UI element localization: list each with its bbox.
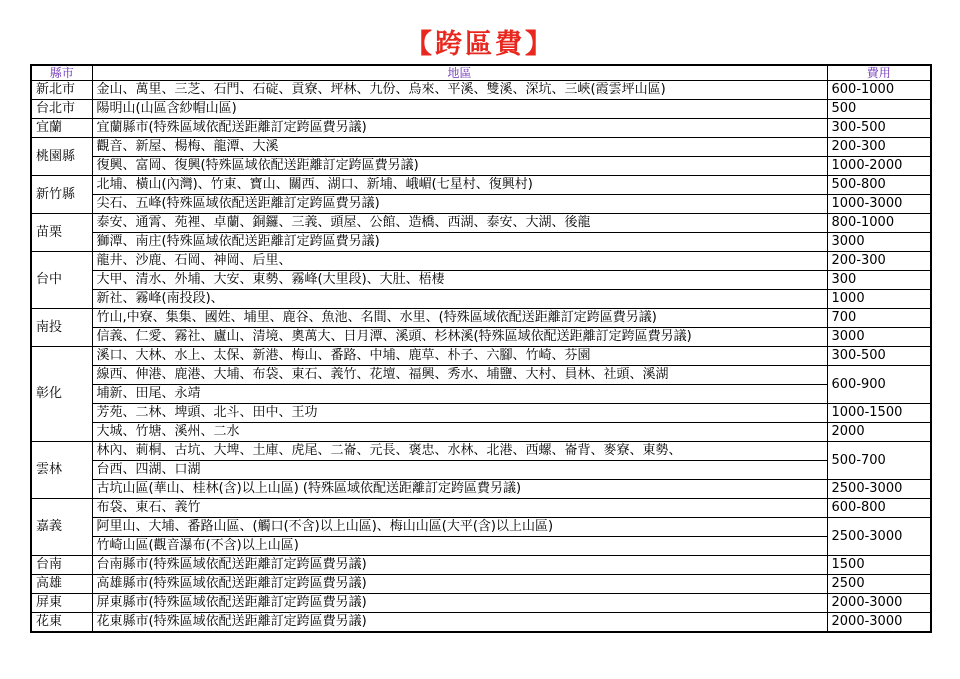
fee-cell: 200-300 [827, 138, 931, 157]
area-cell: 尖石、五峰(特殊區域依配送距離訂定跨區費另議) [92, 195, 827, 214]
table-row [31, 613, 931, 633]
table-row [31, 100, 931, 119]
table-row [31, 575, 931, 594]
area-cell: 芳苑、二林、埤頭、北斗、田中、王功 [92, 404, 827, 423]
county-cell: 台南 [31, 556, 92, 575]
county-cell: 雲林 [31, 442, 92, 499]
fee-cell: 3000 [827, 233, 931, 252]
area-cell: 布袋、東石、義竹 [92, 499, 827, 518]
fee-cell: 1000 [827, 290, 931, 309]
table-row [31, 404, 931, 423]
table-row [31, 195, 931, 214]
area-cell: 獅潭、南庄(特殊區域依配送距離訂定跨區費另議) [92, 233, 827, 252]
table-row [31, 518, 931, 537]
fee-cell: 300-500 [827, 119, 931, 138]
table-row [31, 556, 931, 575]
fee-cell: 800-1000 [827, 214, 931, 233]
county-cell: 台北市 [31, 100, 92, 119]
table-row [31, 309, 931, 328]
table-header-row [31, 65, 931, 81]
county-cell: 南投 [31, 309, 92, 347]
area-cell: 高雄縣市(特殊區域依配送距離訂定跨區費另議) [92, 575, 827, 594]
area-cell: 大甲、清水、外埔、大安、東勢、霧峰(大里段)、大肚、梧棲 [92, 271, 827, 290]
area-cell: 復興、富岡、復興(特殊區域依配送距離訂定跨區費另議) [92, 157, 827, 176]
area-cell: 宜蘭縣市(特殊區域依配送距離訂定跨區費另議) [92, 119, 827, 138]
fee-cell: 600-800 [827, 499, 931, 518]
area-cell: 竹山,中寮、集集、國姓、埔里、鹿谷、魚池、名間、水里、(特殊區域依配送距離訂定跨區費另議) [92, 309, 827, 328]
area-cell: 新社、霧峰(南投段)、 [92, 290, 827, 309]
table-row [31, 423, 931, 442]
county-cell: 新北市 [31, 81, 92, 100]
header-county: 縣市 [31, 65, 92, 81]
fee-cell: 3000 [827, 328, 931, 347]
fee-cell: 2000-3000 [827, 613, 931, 633]
area-cell: 線西、伸港、鹿港、大埔、布袋、東石、義竹、花壇、福興、秀水、埔鹽、大村、員林、社頭、溪湖 [92, 366, 827, 385]
header-area: 地區 [92, 65, 827, 81]
table-row [31, 594, 931, 613]
area-cell: 信義、仁愛、霧社、廬山、清境、奧萬大、日月潭、溪頭、杉林溪(特殊區域依配送距離訂定跨區費另議) [92, 328, 827, 347]
area-cell: 林內、莿桐、古坑、大埤、土庫、虎尾、二崙、元長、褒忠、水林、北港、西螺、崙背、麥寮、東勢、 [92, 442, 827, 461]
county-cell: 苗栗 [31, 214, 92, 252]
table-row [31, 176, 931, 195]
area-cell: 埔新、田尾、永靖 [92, 385, 827, 404]
table-row [31, 271, 931, 290]
table-row [31, 290, 931, 309]
area-cell: 阿里山、大埔、番路山區、(觸口(不含)以上山區)、梅山山區(大平(含)以上山區) [92, 518, 827, 537]
county-cell: 台中 [31, 252, 92, 309]
table-body [31, 81, 931, 633]
area-cell: 陽明山(山區含紗帽山區) [92, 100, 827, 119]
table-row [31, 499, 931, 518]
county-cell: 高雄 [31, 575, 92, 594]
fee-cell: 2500-3000 [827, 518, 931, 556]
table-row [31, 119, 931, 138]
table-row [31, 81, 931, 100]
area-cell: 花東縣市(特殊區域依配送距離訂定跨區費另議) [92, 613, 827, 633]
county-cell: 屏東 [31, 594, 92, 613]
fee-cell: 600-900 [827, 366, 931, 404]
area-cell: 觀音、新屋、楊梅、龍潭、大溪 [92, 138, 827, 157]
fee-cell: 2500-3000 [827, 480, 931, 499]
fee-cell: 2500 [827, 575, 931, 594]
fee-cell: 2000-3000 [827, 594, 931, 613]
fee-cell: 1000-3000 [827, 195, 931, 214]
table-row [31, 385, 931, 404]
county-cell: 花東 [31, 613, 92, 633]
fee-cell: 500 [827, 100, 931, 119]
area-cell: 台南縣市(特殊區域依配送距離訂定跨區費另議) [92, 556, 827, 575]
area-cell: 龍井、沙鹿、石岡、神岡、后里、 [92, 252, 827, 271]
area-cell: 古坑山區(華山、桂林(含)以上山區) (特殊區域依配送距離訂定跨區費另議) [92, 480, 827, 499]
fee-cell: 500-700 [827, 442, 931, 480]
county-cell: 新竹縣 [31, 176, 92, 214]
table-row [31, 157, 931, 176]
fee-cell: 300-500 [827, 347, 931, 366]
area-cell: 北埔、橫山(內灣)、竹東、寶山、關西、湖口、新埔、峨嵋(七星村、復興村) [92, 176, 827, 195]
fee-cell: 700 [827, 309, 931, 328]
table-row [31, 537, 931, 556]
table-row [31, 328, 931, 347]
page-title: 【跨區費】 [405, 29, 555, 60]
table-row [31, 366, 931, 385]
county-cell: 嘉義 [31, 499, 92, 556]
table-row [31, 252, 931, 271]
fee-cell: 600-1000 [827, 81, 931, 100]
fee-cell: 300 [827, 271, 931, 290]
area-cell: 大城、竹塘、溪州、二水 [92, 423, 827, 442]
area-cell: 泰安、通霄、苑裡、卓蘭、銅鑼、三義、頭屋、公館、造橋、西湖、泰安、大湖、後龍 [92, 214, 827, 233]
header-fee: 費用 [827, 65, 931, 81]
table-row [31, 480, 931, 499]
cross-region-fee-table [30, 64, 932, 633]
table-row [31, 138, 931, 157]
fee-cell: 200-300 [827, 252, 931, 271]
area-cell: 台西、四湖、口湖 [92, 461, 827, 480]
table-row [31, 442, 931, 461]
county-cell: 桃園縣 [31, 138, 92, 176]
area-cell: 竹崎山區(觀音瀑布(不含)以上山區) [92, 537, 827, 556]
table-row [31, 347, 931, 366]
table-row [31, 461, 931, 480]
fee-cell: 1000-1500 [827, 404, 931, 423]
table-row [31, 214, 931, 233]
area-cell: 溪口、大林、水上、太保、新港、梅山、番路、中埔、鹿草、朴子、六腳、竹崎、芬園 [92, 347, 827, 366]
area-cell: 屏東縣市(特殊區域依配送距離訂定跨區費另議) [92, 594, 827, 613]
table-row [31, 233, 931, 252]
fee-cell: 500-800 [827, 176, 931, 195]
fee-cell: 2000 [827, 423, 931, 442]
county-cell: 彰化 [31, 347, 92, 442]
fee-cell: 1000-2000 [827, 157, 931, 176]
fee-cell: 1500 [827, 556, 931, 575]
county-cell: 宜蘭 [31, 119, 92, 138]
area-cell: 金山、萬里、三芝、石門、石碇、貢寮、坪林、九份、烏來、平溪、雙溪、深坑、三峽(霞雲坪山區) [92, 81, 827, 100]
